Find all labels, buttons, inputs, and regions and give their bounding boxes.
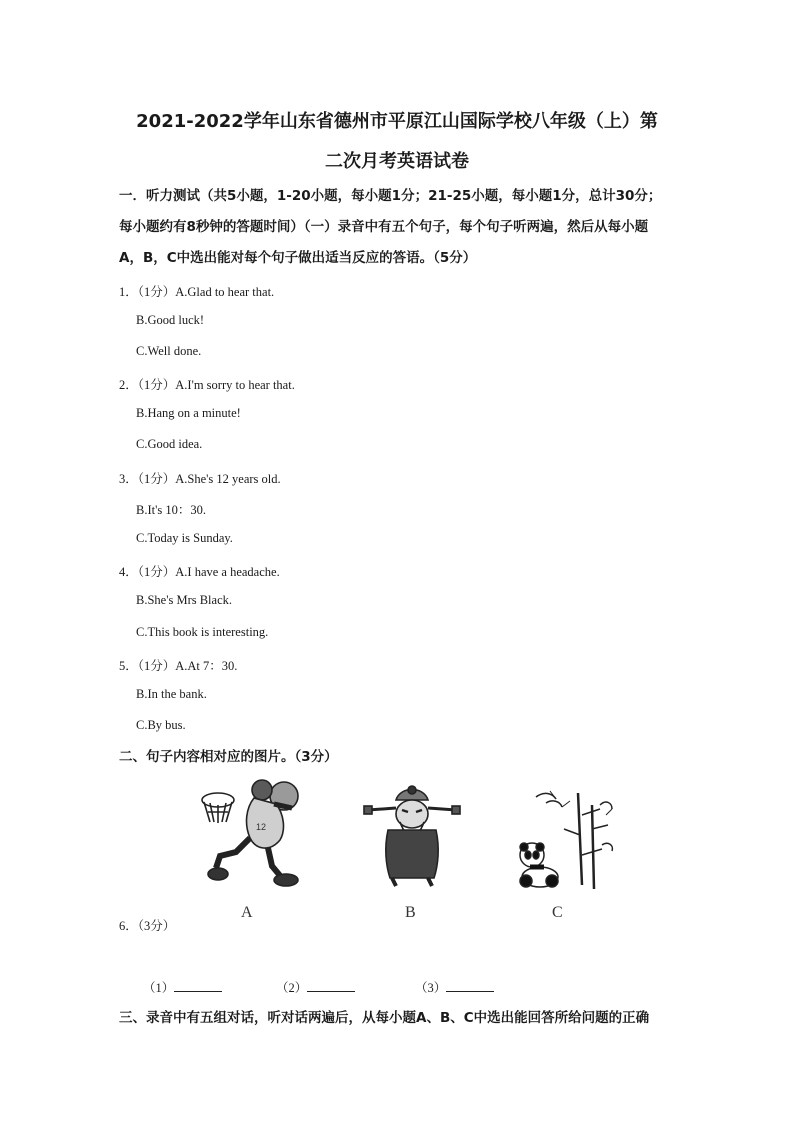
question-3-option-b: B.It's 10：30. (136, 503, 206, 517)
section1-heading-line2: 每小题约有8秒钟的答题时间）（一）录音中有五个句子，每个句子听两遍，然后从每小题 (119, 219, 649, 235)
question-4-option-c: C.This book is interesting. (136, 625, 269, 639)
question-1-stem: 1．（1分）A.Glad to hear that. (119, 285, 275, 299)
blank-2[interactable] (276, 978, 355, 996)
question-6-stem: 6．（3分） (119, 919, 176, 933)
section1-heading-line1: 一．听力测试（共5小题，1-20小题，每小题1分；21-25小题，每小题1分，总计30分； (119, 188, 662, 204)
opera-mask-figure-icon (362, 778, 462, 890)
question-1-option-b: B.Good luck! (136, 313, 205, 327)
blank-1-line (174, 979, 222, 992)
exam-title-line2: 二次月考英语试卷 (325, 151, 469, 172)
section1-heading (119, 181, 679, 274)
panda-bamboo-icon (516, 785, 616, 890)
blank-3-line (446, 979, 494, 992)
question-2-option-b: B.Hang on a minute! (136, 406, 241, 420)
question-5-option-b: B.In the bank. (136, 687, 207, 701)
question-2-stem: 2．（1分）A.I'm sorry to hear that. (119, 378, 295, 392)
blank-2-line (307, 979, 355, 992)
section2-heading: 二、句子内容相对应的图片。（3分） (119, 749, 338, 765)
question-5-option-c: C.By bus. (136, 718, 186, 732)
question-5-stem: 5．（1分）A.At 7：30. (119, 659, 238, 673)
basketball-player-icon (196, 778, 314, 890)
svg-text:12: 12 (256, 822, 267, 832)
picture-a-label: A (241, 904, 253, 921)
blank-3[interactable] (415, 978, 494, 996)
question-3-option-c: C.Today is Sunday. (136, 531, 233, 545)
exam-title-line1: 2021-2022学年山东省德州市平原江山国际学校八年级（上）第 (136, 111, 658, 132)
blank-3-label: （3） (415, 981, 447, 995)
picture-c-label: C (552, 904, 563, 921)
section3-heading: 三、录音中有五组对话，听对话两遍后，从每小题A、B、C中选出能回答所给问题的正确 (119, 1010, 650, 1026)
question-2-option-c: C.Good idea. (136, 437, 203, 451)
blank-1-label: （1） (143, 981, 175, 995)
picture-b-label: B (405, 904, 416, 921)
question-4-option-b: B.She's Mrs Black. (136, 593, 233, 607)
question-1-option-c: C.Well done. (136, 344, 202, 358)
blank-1[interactable] (143, 978, 222, 996)
section1-heading-line3: A，B，C中选出能对每个句子做出适当反应的答语。（5分） (119, 250, 477, 266)
question-4-stem: 4．（1分）A.I have a headache. (119, 565, 280, 579)
question-3-stem: 3．（1分）A.She's 12 years old. (119, 472, 281, 486)
blank-2-label: （2） (276, 981, 308, 995)
